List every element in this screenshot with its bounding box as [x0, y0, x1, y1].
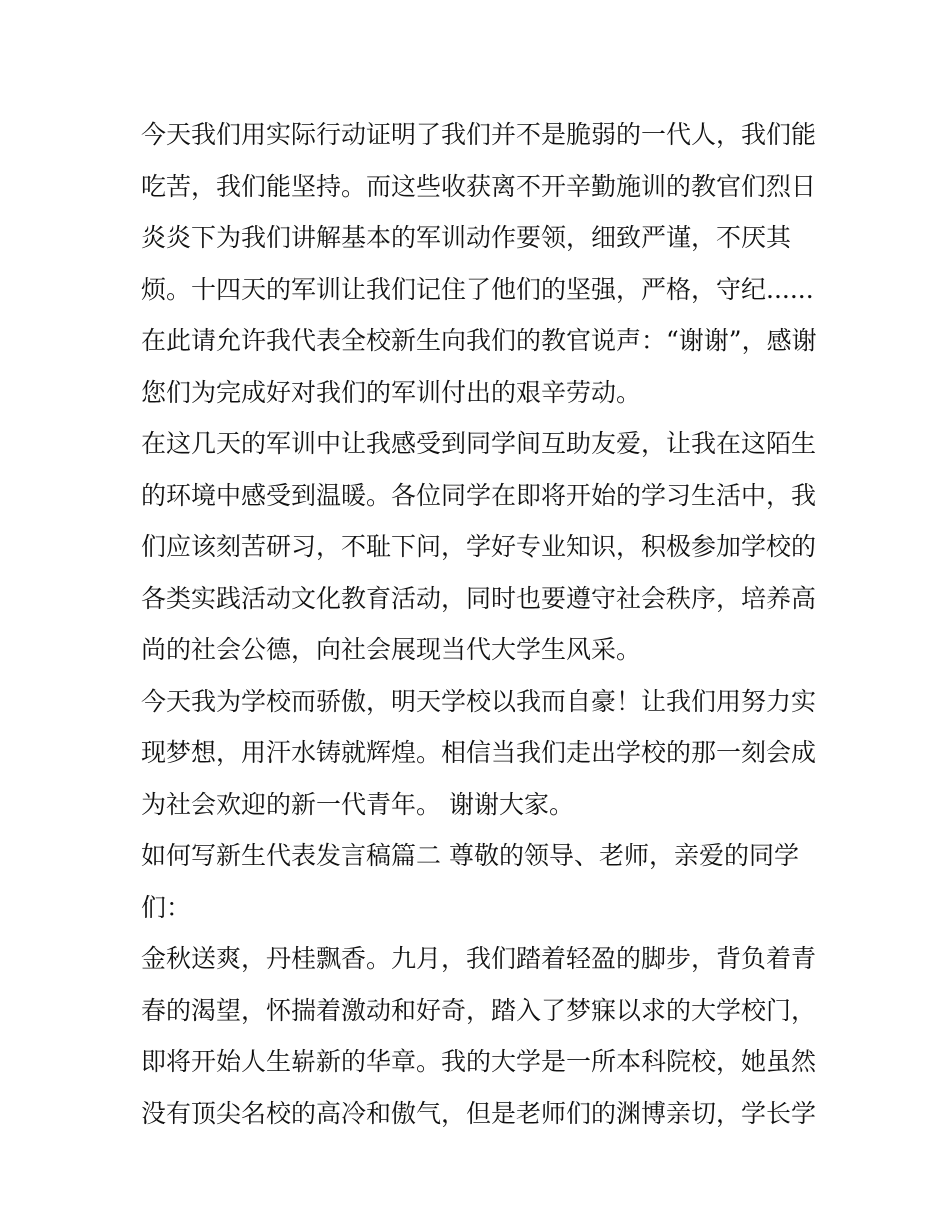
text-line: 们应该刻苦研习，不耻下问，学好专业知识，积极参加学校的: [141, 532, 817, 561]
text-line: 今天我为学校而骄傲，明天学校以我而自豪！让我们用努力实: [141, 686, 817, 716]
text-line: 没有顶尖名校的高冷和傲气，但是老师们的渊博亲切，学长学: [141, 1098, 817, 1128]
document-body: [141, 109, 817, 1139]
text-line: 如何写新生代表发言稿篇二 尊敬的领导、老师，亲爱的同学: [141, 841, 799, 870]
text-line: 现梦想，用汗水铸就辉煌。相信当我们走出学校的那一刻会成: [141, 738, 817, 767]
text-line: 尚的社会公德，向社会展现当代大学生风采。: [141, 635, 642, 664]
text-line: 炎炎下为我们讲解基本的军训动作要领，细致严谨，不厌其: [141, 223, 792, 252]
text-line: 即将开始人生崭新的华章。我的大学是一所本科院校，她虽然: [141, 1047, 817, 1076]
text-line: 吃苦，我们能坚持。而这些收获离不开辛勤施训的教官们烈日: [141, 171, 817, 201]
text-line: 在这几天的军训中让我感受到同学间互助友爱，让我在这陌生: [141, 429, 817, 458]
text-line: 春的渴望，怀揣着激动和好奇，踏入了梦寐以求的大学校门，: [141, 995, 817, 1025]
text-line: 们：: [141, 892, 192, 922]
text-line: 烦。十四天的军训让我们记住了他们的坚强，严格，守纪......: [141, 274, 814, 304]
text-line: 为社会欢迎的新一代青年。 谢谢大家。: [141, 789, 574, 819]
text-line: 各类实践活动文化教育活动，同时也要遵守社会秩序，培养高: [141, 583, 817, 613]
text-line: 的环境中感受到温暖。各位同学在即将开始的学习生活中，我: [141, 480, 817, 510]
text-line: 在此请允许我代表全校新生向我们的教官说声：“谢谢”，感谢: [141, 326, 817, 355]
text-line: 今天我们用实际行动证明了我们并不是脆弱的一代人，我们能: [141, 120, 817, 149]
text-line: 您们为完成好对我们的军训付出的艰辛劳动。: [141, 377, 642, 407]
text-line: 金秋送爽，丹桂飘香。九月，我们踏着轻盈的脚步，背负着青: [141, 944, 817, 973]
